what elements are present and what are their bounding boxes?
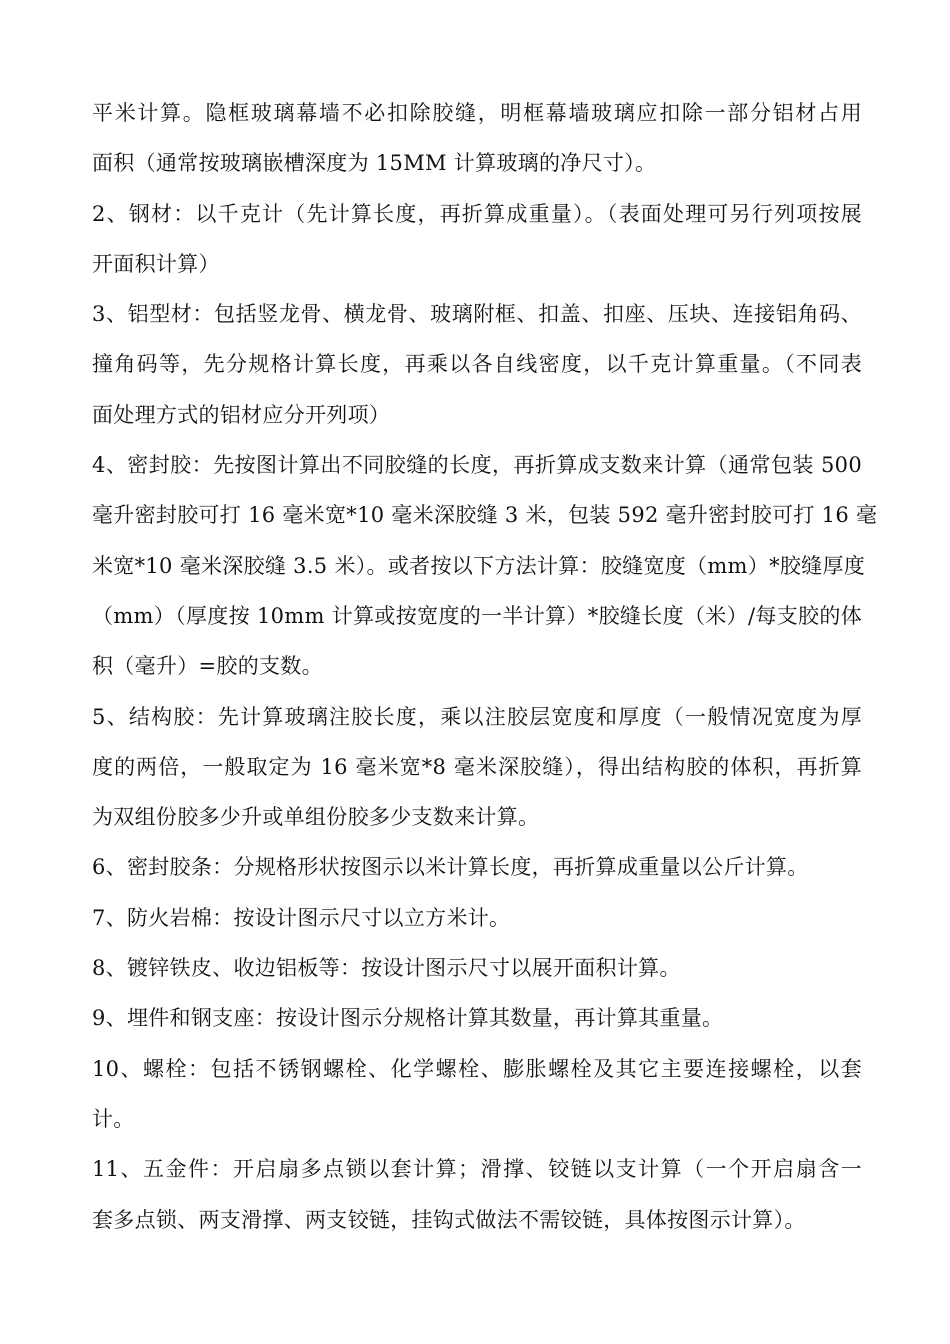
paragraph-item-6-sealing-strip	[92, 842, 862, 892]
text-line: 11、五金件：开启扇多点锁以套计算；滑撑、铰链以支计算（一个开启扇含一	[92, 1157, 862, 1182]
text-line: 3、铝型材：包括竖龙骨、横龙骨、玻璃附框、扣盖、扣座、压块、连接铝角码、	[92, 302, 862, 327]
paragraph-item-2-steel	[92, 189, 862, 290]
text-line: 面处理方式的铝材应分开列项）	[92, 402, 391, 427]
paragraph-item-5-structural-glue	[92, 692, 862, 843]
text-line: 度的两倍，一般取定为 16 毫米宽*8 毫米深胶缝），得出结构胶的体积，再折算	[92, 754, 862, 779]
text-line: 10、螺栓：包括不锈钢螺栓、化学螺栓、膨胀螺栓及其它主要连接螺栓，以套	[92, 1056, 862, 1081]
text-line: 撞角码等，先分规格计算长度，再乘以各自线密度，以千克计算重量。（不同表	[92, 352, 862, 377]
document-body	[92, 88, 878, 1245]
text-line: 开面积计算）	[92, 251, 220, 276]
text-line: 6、密封胶条：分规格形状按图示以米计算长度，再折算成重量以公斤计算。	[92, 855, 809, 880]
paragraph-item-3-aluminum	[92, 289, 862, 440]
text-line: 计。	[92, 1106, 135, 1131]
text-line: 8、镀锌铁皮、收边铝板等：按设计图示尺寸以展开面积计算。	[92, 956, 681, 981]
text-line: 毫升密封胶可打 16 毫米宽*10 毫米深胶缝 3 米，包装 592 毫升密封胶可打 16 毫	[92, 503, 878, 528]
paragraph-item-10-bolts	[92, 1044, 862, 1145]
text-line: 9、埋件和钢支座：按设计图示分规格计算其数量，再计算其重量。	[92, 1006, 724, 1031]
text-line: 米宽*10 毫米深胶缝 3.5 米）。或者按以下方法计算：胶缝宽度（mm）*胶缝厚度	[92, 553, 866, 578]
paragraph-item-11-hardware	[92, 1144, 862, 1245]
paragraph-item-7-rock-wool	[92, 893, 862, 943]
paragraph-item-4-sealant	[92, 440, 878, 691]
text-line: 7、防火岩棉：按设计图示尺寸以立方米计。	[92, 905, 511, 930]
paragraph-glass-area	[92, 88, 862, 189]
text-line: 套多点锁、两支滑撑、两支铰链，挂钩式做法不需铰链，具体按图示计算）。	[92, 1207, 806, 1232]
text-line: 积（毫升）=胶的支数。	[92, 654, 323, 679]
text-line: 5、结构胶：先计算玻璃注胶长度，乘以注胶层宽度和厚度（一般情况宽度为厚	[92, 704, 862, 729]
text-line: 平米计算。隐框玻璃幕墙不必扣除胶缝，明框幕墙玻璃应扣除一部分铝材占用	[92, 101, 862, 125]
paragraph-item-9-embedded-parts	[92, 993, 862, 1043]
text-line: 4、密封胶：先按图计算出不同胶缝的长度，再折算成支数来计算（通常包装 500	[92, 453, 862, 478]
text-line: 为双组份胶多少升或单组份胶多少支数来计算。	[92, 805, 540, 830]
paragraph-item-8-galvanized-sheet	[92, 943, 862, 993]
text-line: 面积（通常按玻璃嵌槽深度为 15MM 计算玻璃的净尺寸）。	[92, 151, 657, 176]
text-line: （mm）（厚度按 10mm 计算或按宽度的一半计算）*胶缝长度（米）/每支胶的体	[92, 603, 862, 628]
text-line: 2、钢材：以千克计（先计算长度，再折算成重量）。（表面处理可另行列项按展	[92, 201, 862, 226]
